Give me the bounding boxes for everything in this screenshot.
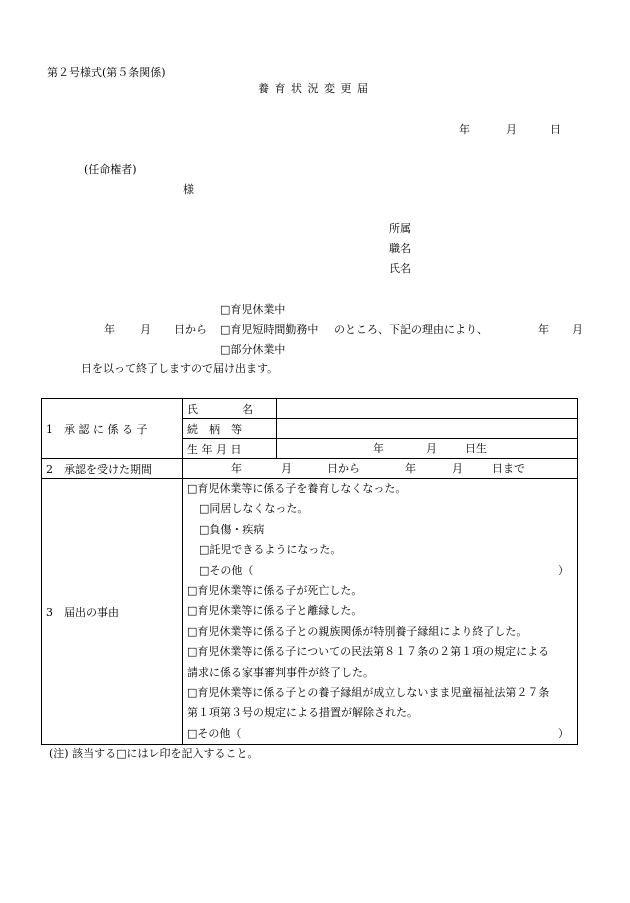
period-end-year: 年	[405, 462, 416, 475]
reason-item: □育児休業等に係る子を養育しなくなった。	[187, 482, 407, 495]
end-month: 月	[572, 323, 583, 336]
close-paren: ）	[558, 563, 569, 577]
end-year: 年	[538, 323, 549, 336]
period-end-month: 月	[452, 462, 463, 475]
option-short-hours: □育児短時間勤務中	[220, 323, 319, 336]
applicant-position: 職名	[389, 242, 411, 255]
row3-label: 3 届出の事由	[42, 479, 183, 745]
start-month: 月	[140, 323, 151, 336]
child-name-field	[277, 399, 578, 419]
row1-label: 1 承 認 に 係 る 子	[42, 399, 183, 459]
reason-subitem: □託児できるようになった。	[199, 543, 342, 557]
date-year: 年	[459, 123, 470, 136]
birth-year: 年	[373, 442, 384, 455]
reason-item-continued: 請求に係る家事審判事件が終了した。	[187, 665, 374, 679]
reason-item: □育児休業等に係る子が死亡した。	[187, 583, 363, 597]
period-start-day: 日から	[327, 462, 360, 475]
date-day: 日	[550, 123, 561, 136]
addressee-honorific: 様	[183, 183, 194, 196]
reason-item-continued: 第１項第３号の規定による措置が解除された。	[187, 706, 418, 720]
close-paren: ）	[558, 726, 569, 740]
label-birthdate: 生 年 月 日	[183, 439, 277, 459]
start-year: 年	[104, 323, 115, 336]
reason-other-label: □その他（	[199, 563, 254, 577]
reason-other-label: □その他（	[187, 726, 242, 740]
reasons-cell	[183, 479, 578, 745]
option-childcare-leave: □育児休業中	[220, 303, 286, 316]
period-end-day: 日まで	[492, 462, 525, 475]
applicant-name: 氏名	[389, 262, 411, 275]
reason-item: □育児休業等に係る子についての民法第８１７条の２第１項の規定による	[187, 645, 550, 659]
label-child-name: 氏 名	[183, 399, 277, 419]
birthdate-field	[277, 439, 578, 459]
body-middle-text: のところ、下記の理由により、	[334, 323, 488, 336]
reason-subitem-other	[187, 561, 569, 581]
birth-month: 月	[426, 442, 437, 455]
document-title: 養 育 状 況 変 更 届	[258, 82, 369, 95]
reason-subitem: □負傷・疾病	[199, 522, 265, 536]
period-field	[183, 459, 578, 479]
form-number: 第２号様式(第５条関係)	[47, 66, 166, 79]
relationship-field	[277, 419, 578, 439]
addressee-label: (任命権者)	[84, 163, 137, 176]
reason-subitem: □同居しなくなった。	[199, 502, 309, 516]
date-month: 月	[506, 123, 517, 136]
footnote: (注) 該当する□にはレ印を記入すること。	[49, 747, 259, 760]
reason-item: □育児休業等に係る子との養子縁組が成立しないまま児童福祉法第２７条	[187, 685, 550, 699]
label-relationship: 続 柄 等	[183, 419, 277, 439]
reason-item-other	[187, 724, 569, 744]
body-last-line: 日を以って終了しますので届け出ます。	[81, 362, 279, 375]
row2-label: 2 承認を受けた期間	[42, 459, 183, 479]
option-partial-leave: □部分休業中	[220, 343, 286, 356]
period-start-year: 年	[231, 462, 242, 475]
reason-item: □育児休業等に係る子との親族関係が特別養子縁組により終了した。	[187, 624, 528, 638]
start-day-from: 日から	[174, 323, 207, 336]
reason-item: □育児休業等に係る子と離縁した。	[187, 604, 363, 618]
birth-day: 日生	[465, 442, 487, 455]
period-start-month: 月	[281, 462, 292, 475]
applicant-affiliation: 所属	[389, 222, 411, 235]
form-table	[41, 398, 578, 745]
